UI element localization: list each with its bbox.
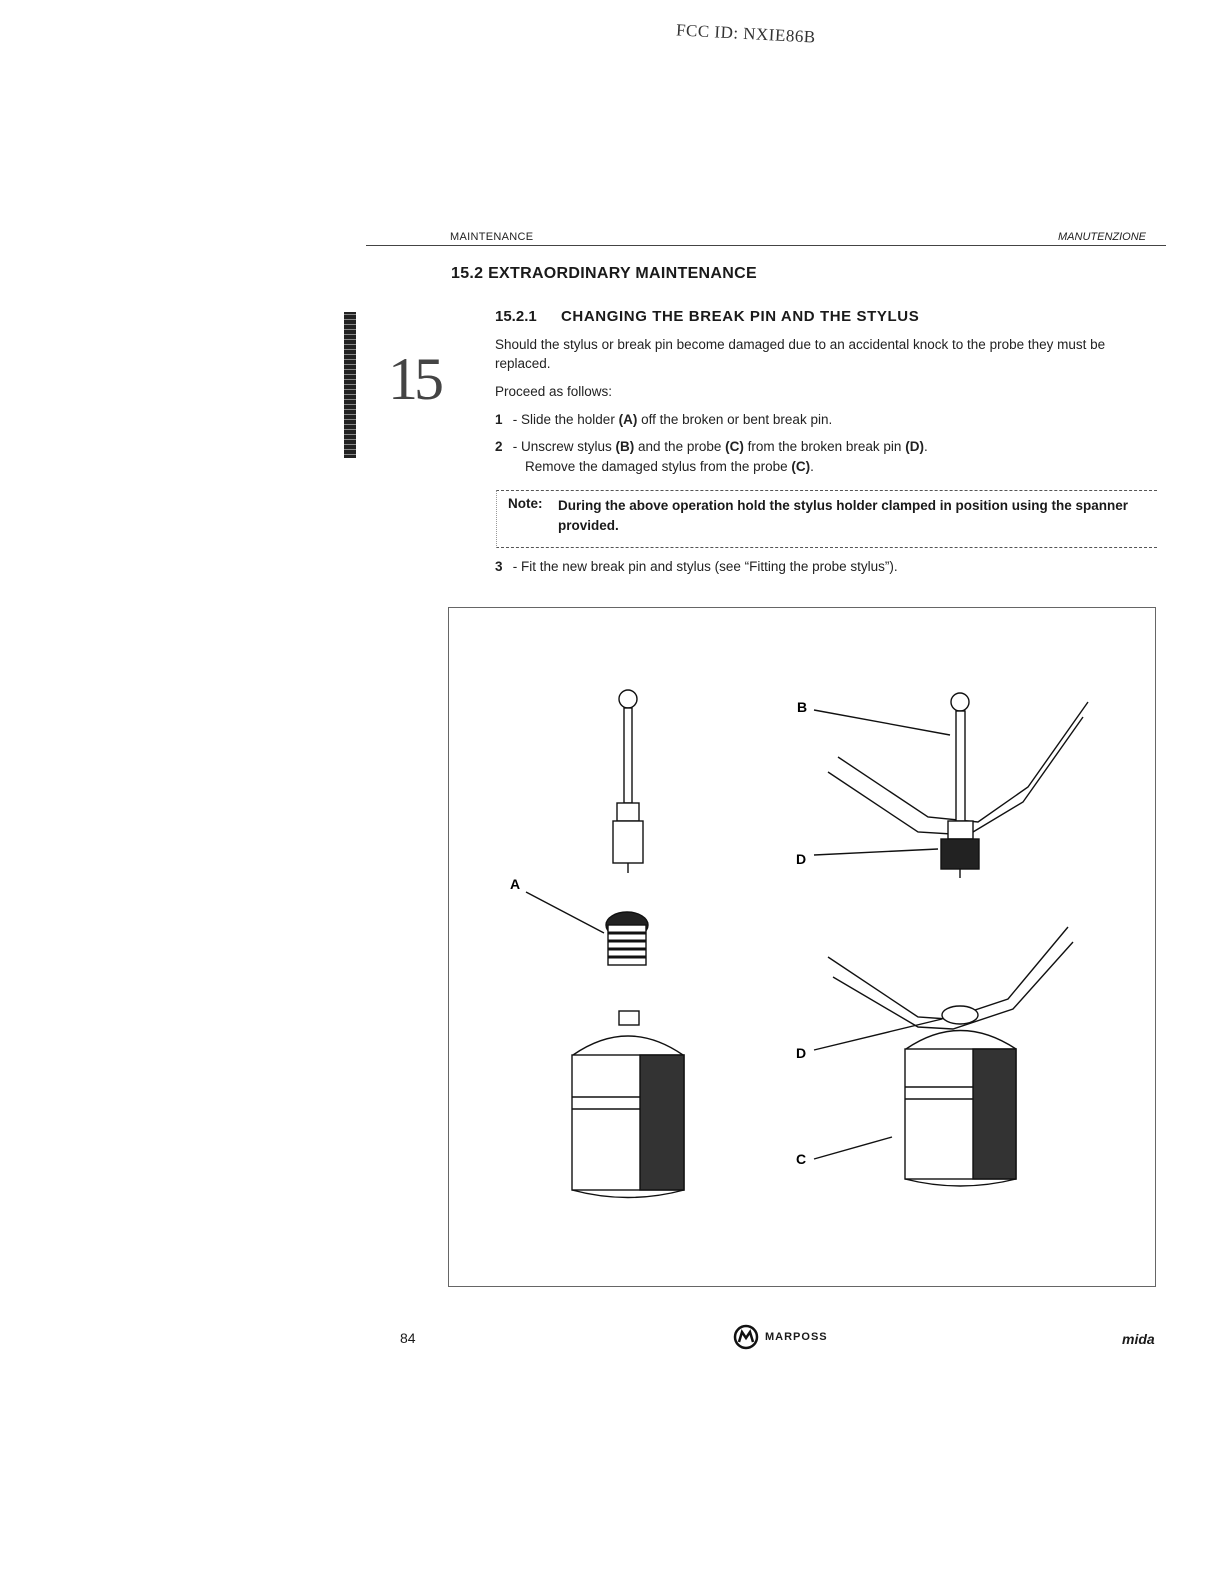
stylus-drawing [613, 690, 643, 873]
chapter-tab-number: 15 [388, 346, 440, 412]
step-3: 3 - Fit the new break pin and stylus (see “Fitting the probe stylus”). [495, 559, 898, 574]
callout-a: A [510, 876, 521, 892]
step-2: 2 - Unscrew stylus (B) and the probe (C) from the broken break pin (D). [495, 439, 928, 454]
probe-left-drawing [572, 1011, 684, 1198]
section-title: 15.2 EXTRAORDINARY MAINTENANCE [451, 265, 757, 282]
note-label: Note: [508, 496, 543, 511]
stylus-replacement-illustration [448, 607, 1154, 1285]
callout-d-top: D [796, 851, 807, 867]
chapter-tab-bar [344, 312, 356, 458]
subsection-title: CHANGING THE BREAK PIN AND THE STYLUS [561, 308, 920, 325]
step-number: 2 [495, 439, 503, 454]
header-right-label: MANUTENZIONE [1058, 231, 1146, 243]
probe-c-assembly-drawing [814, 927, 1073, 1186]
stylus-b-assembly-drawing [814, 693, 1088, 878]
step-number: 1 [495, 412, 503, 427]
proceed-paragraph: Proceed as follows: [495, 384, 613, 399]
intro-paragraph: Should the stylus or break pin become damaged due to an accidental knock to the probe they must be replaced. [495, 337, 1106, 371]
header-left-label: MAINTENANCE [450, 231, 534, 243]
brand-name: MARPOSS [765, 1331, 828, 1343]
brand-logo-group [733, 1324, 828, 1350]
callout-c: C [796, 1151, 807, 1167]
holder-a-drawing [526, 892, 648, 965]
product-name: mida [1122, 1331, 1155, 1347]
fcc-id-stamp: FCC ID: NXIE86B [675, 20, 817, 47]
marposs-logo-icon [733, 1324, 759, 1350]
step-number: 3 [495, 559, 503, 574]
page-number: 84 [400, 1330, 416, 1346]
subsection-number: 15.2.1 [495, 308, 537, 325]
step-1: 1 - Slide the holder (A) off the broken or bent break pin. [495, 412, 833, 427]
callout-b: B [797, 699, 808, 715]
callout-d-bottom: D [796, 1045, 807, 1061]
header-rule [366, 245, 1166, 246]
note-text: During the above operation hold the stylus holder clamped in position using the spanner provided. [558, 498, 1129, 533]
step-2-continuation: Remove the damaged stylus from the probe (C). [525, 459, 814, 474]
